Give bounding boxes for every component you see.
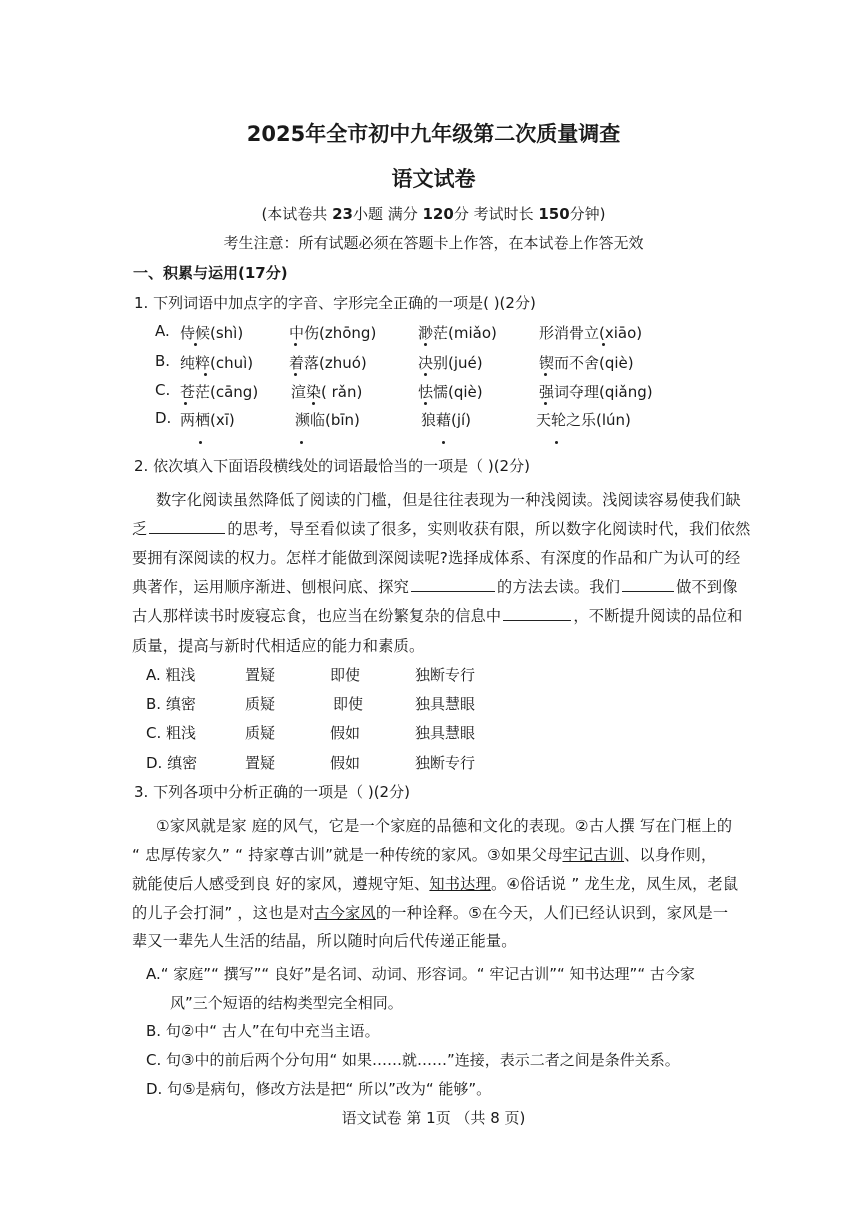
q2-option-item: 独具慧眼 [415,695,476,713]
passage-line [132,576,738,597]
q3-option-a: A.“ 家庭”“ 撰写”“ 良好”是名词、动词、形容词。“ 牢记古训”“ 知书达理”“ 古今家 [146,965,695,983]
q1-option-label: C. [155,381,171,399]
passage-line [132,844,716,865]
q1-option-item: 侍候(shì) [180,324,244,342]
passage-text: 的儿子会打洞” ，这也是对 [132,904,315,922]
answer-blank [411,576,495,592]
passage-text: “ 忠厚传家久” “ 持家尊古训”就是一种传统的家风。③如果父母 [132,846,563,864]
q2-option-item: 独具慧眼 [415,724,476,742]
underlined-phrase: 知书达理 [429,875,491,893]
q1-option-label: D. [155,409,172,427]
section1-title: 一、积累与运用(17分) [133,264,288,282]
passage-text: 典著作，运用顺序渐进、刨根问底、探究 [132,578,409,597]
exam-info [0,203,867,224]
q1-option-item: 形消骨立(xiāo) [539,324,643,342]
q1-option-item: 强词夺理(qiǎng) [539,383,653,401]
q1-option-item: 狼藉(jí) [421,411,472,429]
q2-option-item: 假如 [330,724,361,742]
exam-subtitle: 语文试卷 [391,167,476,191]
emphasis-dot [544,402,547,405]
q2-option-item: 即使 [333,695,364,713]
passage-line [132,930,517,951]
passage-line [132,873,738,894]
passage-text: 就能使后人感受到良 好的家风，遵规守矩、 [132,875,430,893]
info-mid2: 分 考试时长 [453,205,539,223]
exam-title: 2025年全市初中九年级第二次质量调查 [246,122,621,146]
q2-option-label: B. 缜密 [146,695,196,713]
passage-text: 古人那样读书时废寝忘食，也应当在纷繁复杂的信息中 [132,607,502,626]
emphasis-dot [544,373,547,376]
passage-line [156,815,732,836]
q1-option-item: 渲染( rǎn) [291,383,363,401]
emphasis-dot [194,343,197,346]
q1-option-item: 两栖(xī) [180,411,235,429]
q2-option-item: 质疑 [245,724,276,742]
passage-line [132,518,751,539]
q2-option-label: D. 缜密 [146,754,198,772]
passage-text: 质量，提高与新时代相适应的能力和素质。 [132,637,425,655]
passage-text: 的方法去读。我们 [496,578,621,597]
q1-stem: 1. 下列词语中加点字的字音、字形完全正确的一项是( )(2分) [134,294,536,312]
q2-option-item: 质疑 [245,695,276,713]
q2-stem: 2. 依次填入下面语段横线处的词语最恰当的一项是（ )(2分) [134,457,530,475]
passage-line [132,635,424,656]
q2-option-item: 置疑 [245,754,276,772]
passage-text: 数字化阅读虽然降低了阅读的门槛，但是往往表现为一种浅阅读。浅阅读容易使我们缺 [156,491,741,509]
emphasis-dot [442,441,445,444]
q1-option-item: 纯粹(chuì) [180,354,254,372]
passage-text: 做不到像 [676,578,738,597]
emphasis-dot [312,402,315,405]
q2-option-item: 置疑 [245,666,276,684]
answer-blank [503,605,571,621]
emphasis-dot [204,373,207,376]
info-time: 150 [538,205,570,223]
emphasis-dot [294,373,297,376]
passage-text: 的一种诠释。⑤在今天，人们已经认识到，家风是一 [375,904,729,922]
q3-option-d: D. 句⑤是病句，修改方法是把“ 所以”改为“ 能够”。 [146,1080,492,1098]
emphasis-dot [184,402,187,405]
passage-text: 。④俗话说 ” 龙生龙，凤生凤，老鼠 [490,875,739,893]
info-question-count: 23 [332,205,353,223]
passage-text: 、以身作则， [624,846,717,864]
q3-stem: 3. 下列各项中分析正确的一项是（ )(2分) [134,783,410,801]
passage-line [132,547,740,568]
underlined-phrase: 牢记古训 [562,846,625,864]
answer-blank [149,518,225,534]
info-total-score: 120 [422,205,454,223]
emphasis-dot [300,441,303,444]
q1-option-label: A. [155,322,170,340]
emphasis-dot [199,441,202,444]
q1-option-item: 渺茫(miǎo) [418,324,497,342]
q3-option-c: C. 句③中的前后两个分句用“ 如果……就……”连接，表示二者之间是条件关系。 [146,1051,680,1069]
passage-text: ，不断提升阅读的品位和 [573,607,743,626]
underlined-phrase: 古今家风 [314,904,376,922]
passage-text: 乏 [132,520,148,539]
info-prefix: (本试卷共 [261,205,333,223]
page-footer: 语文试卷 第 1页 （共 8 页) [341,1109,526,1127]
passage-text: 要拥有深阅读的权力。怎样才能做到深阅读呢?选择成体系、有深度的作品和广为认可的经 [132,549,741,567]
q3-option-a-cont: 风”三个短语的结构类型完全相同。 [170,994,403,1012]
q1-option-item: 苍茫(cāng) [180,383,259,401]
emphasis-dot [424,373,427,376]
info-mid1: 小题 满分 [352,205,423,223]
emphasis-dot [602,343,605,346]
q1-option-item: 濒临(bīn) [295,411,360,429]
q2-option-item: 独断专行 [415,666,476,684]
q2-option-item: 假如 [330,754,361,772]
q1-option-item: 天轮之乐(lún) [536,411,631,429]
emphasis-dot [424,343,427,346]
exam-notice: 考生注意：所有试题必须在答题卡上作答，在本试卷上作答无效 [223,234,644,252]
q1-option-label: B. [155,352,171,370]
emphasis-dot [294,343,297,346]
passage-text: 的思考，导至看似读了很多，实则收获有限，所以数字化阅读时代，我们依然 [227,520,751,539]
emphasis-dot [555,441,558,444]
passage-line [132,902,728,923]
emphasis-dot [424,402,427,405]
info-suffix: 分钟) [569,205,606,223]
passage-line [132,605,743,626]
passage-text: ①家风就是家 庭的风气，它是一个家庭的品德和文化的表现。②古人撰 写在门框上的 [156,817,733,835]
q2-option-item: 即使 [330,666,361,684]
q1-option-item: 决别(jué) [418,354,483,372]
q1-option-item: 怯懦(qiè) [418,383,483,401]
q1-option-item: 锲而不舍(qiè) [539,354,634,372]
answer-blank [622,576,674,592]
q2-option-item: 独断专行 [415,754,476,772]
q3-option-b: B. 句②中“ 古人”在句中充当主语。 [146,1022,380,1040]
q1-option-item: 中伤(zhōng) [289,324,377,342]
q2-option-label: C. 粗浅 [146,724,197,742]
passage-line [156,489,741,510]
q1-option-item: 着落(zhuó) [289,354,367,372]
q2-option-label: A. 粗浅 [146,666,196,684]
passage-text: 辈又一辈先人生活的结晶，所以随时向后代传递正能量。 [132,932,517,950]
